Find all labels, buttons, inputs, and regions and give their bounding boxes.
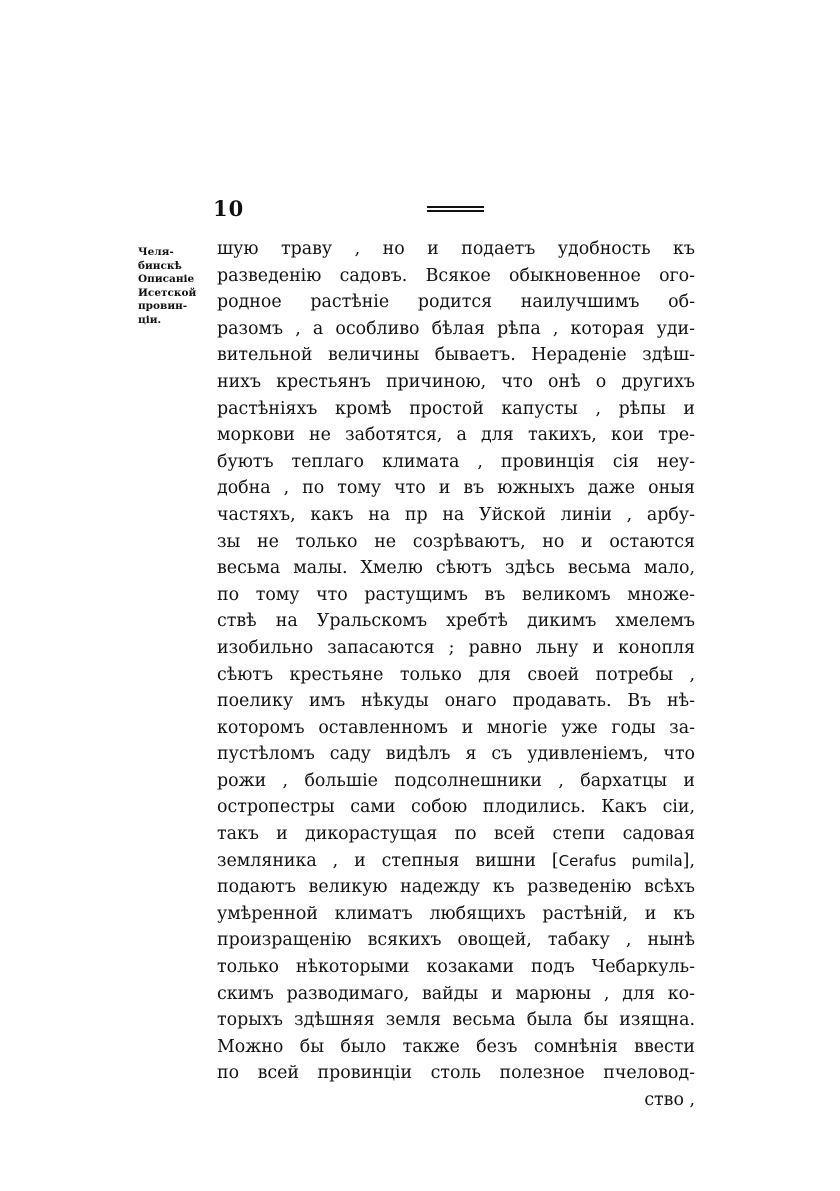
header-rule bbox=[427, 206, 484, 216]
page-number: 10 bbox=[213, 196, 245, 221]
margin-note-line: ціи. bbox=[138, 313, 162, 326]
text-line: шую траву , но и подаетъ удобность къ bbox=[217, 239, 695, 259]
text-line: по всей провинціи столь полезное пчеловод- bbox=[217, 1063, 695, 1084]
text-line: разомъ , а особливо бѣлая рѣпа , которая уди- bbox=[217, 318, 695, 339]
text-segment: земляника , и степныя вишни [ bbox=[217, 850, 559, 871]
text-line: торыхъ здѣшняя земля весьма была бы изящна. bbox=[217, 1010, 695, 1031]
text-line: частяхъ, какъ на пр на Уйской линіи , арбу- bbox=[217, 504, 695, 525]
margin-note-line: бинскѣ bbox=[138, 259, 182, 272]
latin-term: Cerafus pumila bbox=[558, 851, 683, 870]
text-line: ствѣ на Уральскомъ хребтѣ дикимъ хмелемъ bbox=[217, 611, 695, 632]
text-line: подаютъ великую надежду къ разведенію всѣхъ bbox=[217, 877, 695, 898]
text-line: добна , по тому что и въ южныхъ даже оныя bbox=[217, 478, 695, 499]
text-segment: ], bbox=[682, 850, 695, 871]
text-line: вительной величины бываетъ. Нераденіе здѣш- bbox=[217, 345, 695, 366]
text-line: остропестры сами собою плодились. Какъ сіи, bbox=[217, 797, 695, 818]
text-line: родное растѣніе родится наилучшимъ об- bbox=[217, 292, 695, 313]
text-line: пустѣломъ саду видѣлъ я съ удивленіемъ, что bbox=[217, 744, 695, 765]
text-line: скимъ разводимаго, вайды и марюны , для ко- bbox=[217, 983, 695, 1004]
margin-note-line: Челя- bbox=[138, 246, 174, 258]
text-line: поелику имъ нѣкуды онаго продавать. Въ нѣ- bbox=[217, 691, 695, 712]
margin-note-line: Описаніе bbox=[138, 273, 195, 285]
text-line: растѣніяхъ кромѣ простой капусты , рѣпы и bbox=[217, 398, 695, 419]
text-line: буютъ теплаго климата , провинція сія неу- bbox=[217, 451, 695, 472]
text-line: зы не только не созрѣваютъ, но и остаются bbox=[217, 531, 695, 552]
margin-note-line: провин- bbox=[138, 300, 188, 312]
text-line: по тому что растущимъ въ великомъ множе- bbox=[217, 584, 695, 605]
text-line: рожи , большіе подсолнешники , бархатцы и bbox=[217, 770, 695, 791]
text-line: Можно бы было также безъ сомнѣнія ввести bbox=[217, 1036, 695, 1057]
text-line-with-latin bbox=[217, 848, 695, 875]
margin-note-line: Исетской bbox=[138, 286, 197, 299]
text-line: изобильно запасаются ; равно льну и конопля bbox=[217, 637, 695, 658]
text-line: такъ и дикорастущая по всей степи садовая bbox=[217, 824, 695, 845]
text-line: произращенію всякихъ овощей, табаку , нынѣ bbox=[217, 930, 695, 951]
text-line: умѣренной климатъ любящихъ растѣній, и къ bbox=[217, 903, 695, 924]
text-line: нихъ крестьянъ причиною, что онѣ о другихъ bbox=[217, 371, 695, 392]
catchword: ство , bbox=[644, 1090, 695, 1110]
body-text bbox=[217, 236, 695, 1114]
text-line: моркови не заботятся, а для такихъ, кои тре- bbox=[217, 425, 695, 446]
text-line: сѣютъ крестьяне только для своей потребы , bbox=[217, 664, 695, 685]
text-line: которомъ оставленномъ и многіе уже годы за- bbox=[217, 717, 695, 738]
text-line: только нѣкоторыми козаками подъ Чебаркуль- bbox=[217, 957, 695, 978]
text-line: весьма малы. Хмелю сѣютъ здѣсь весьма мало, bbox=[217, 558, 695, 579]
margin-note bbox=[138, 246, 210, 327]
text-line: разведенію садовъ. Всякое обыкновенное ого- bbox=[217, 265, 695, 286]
